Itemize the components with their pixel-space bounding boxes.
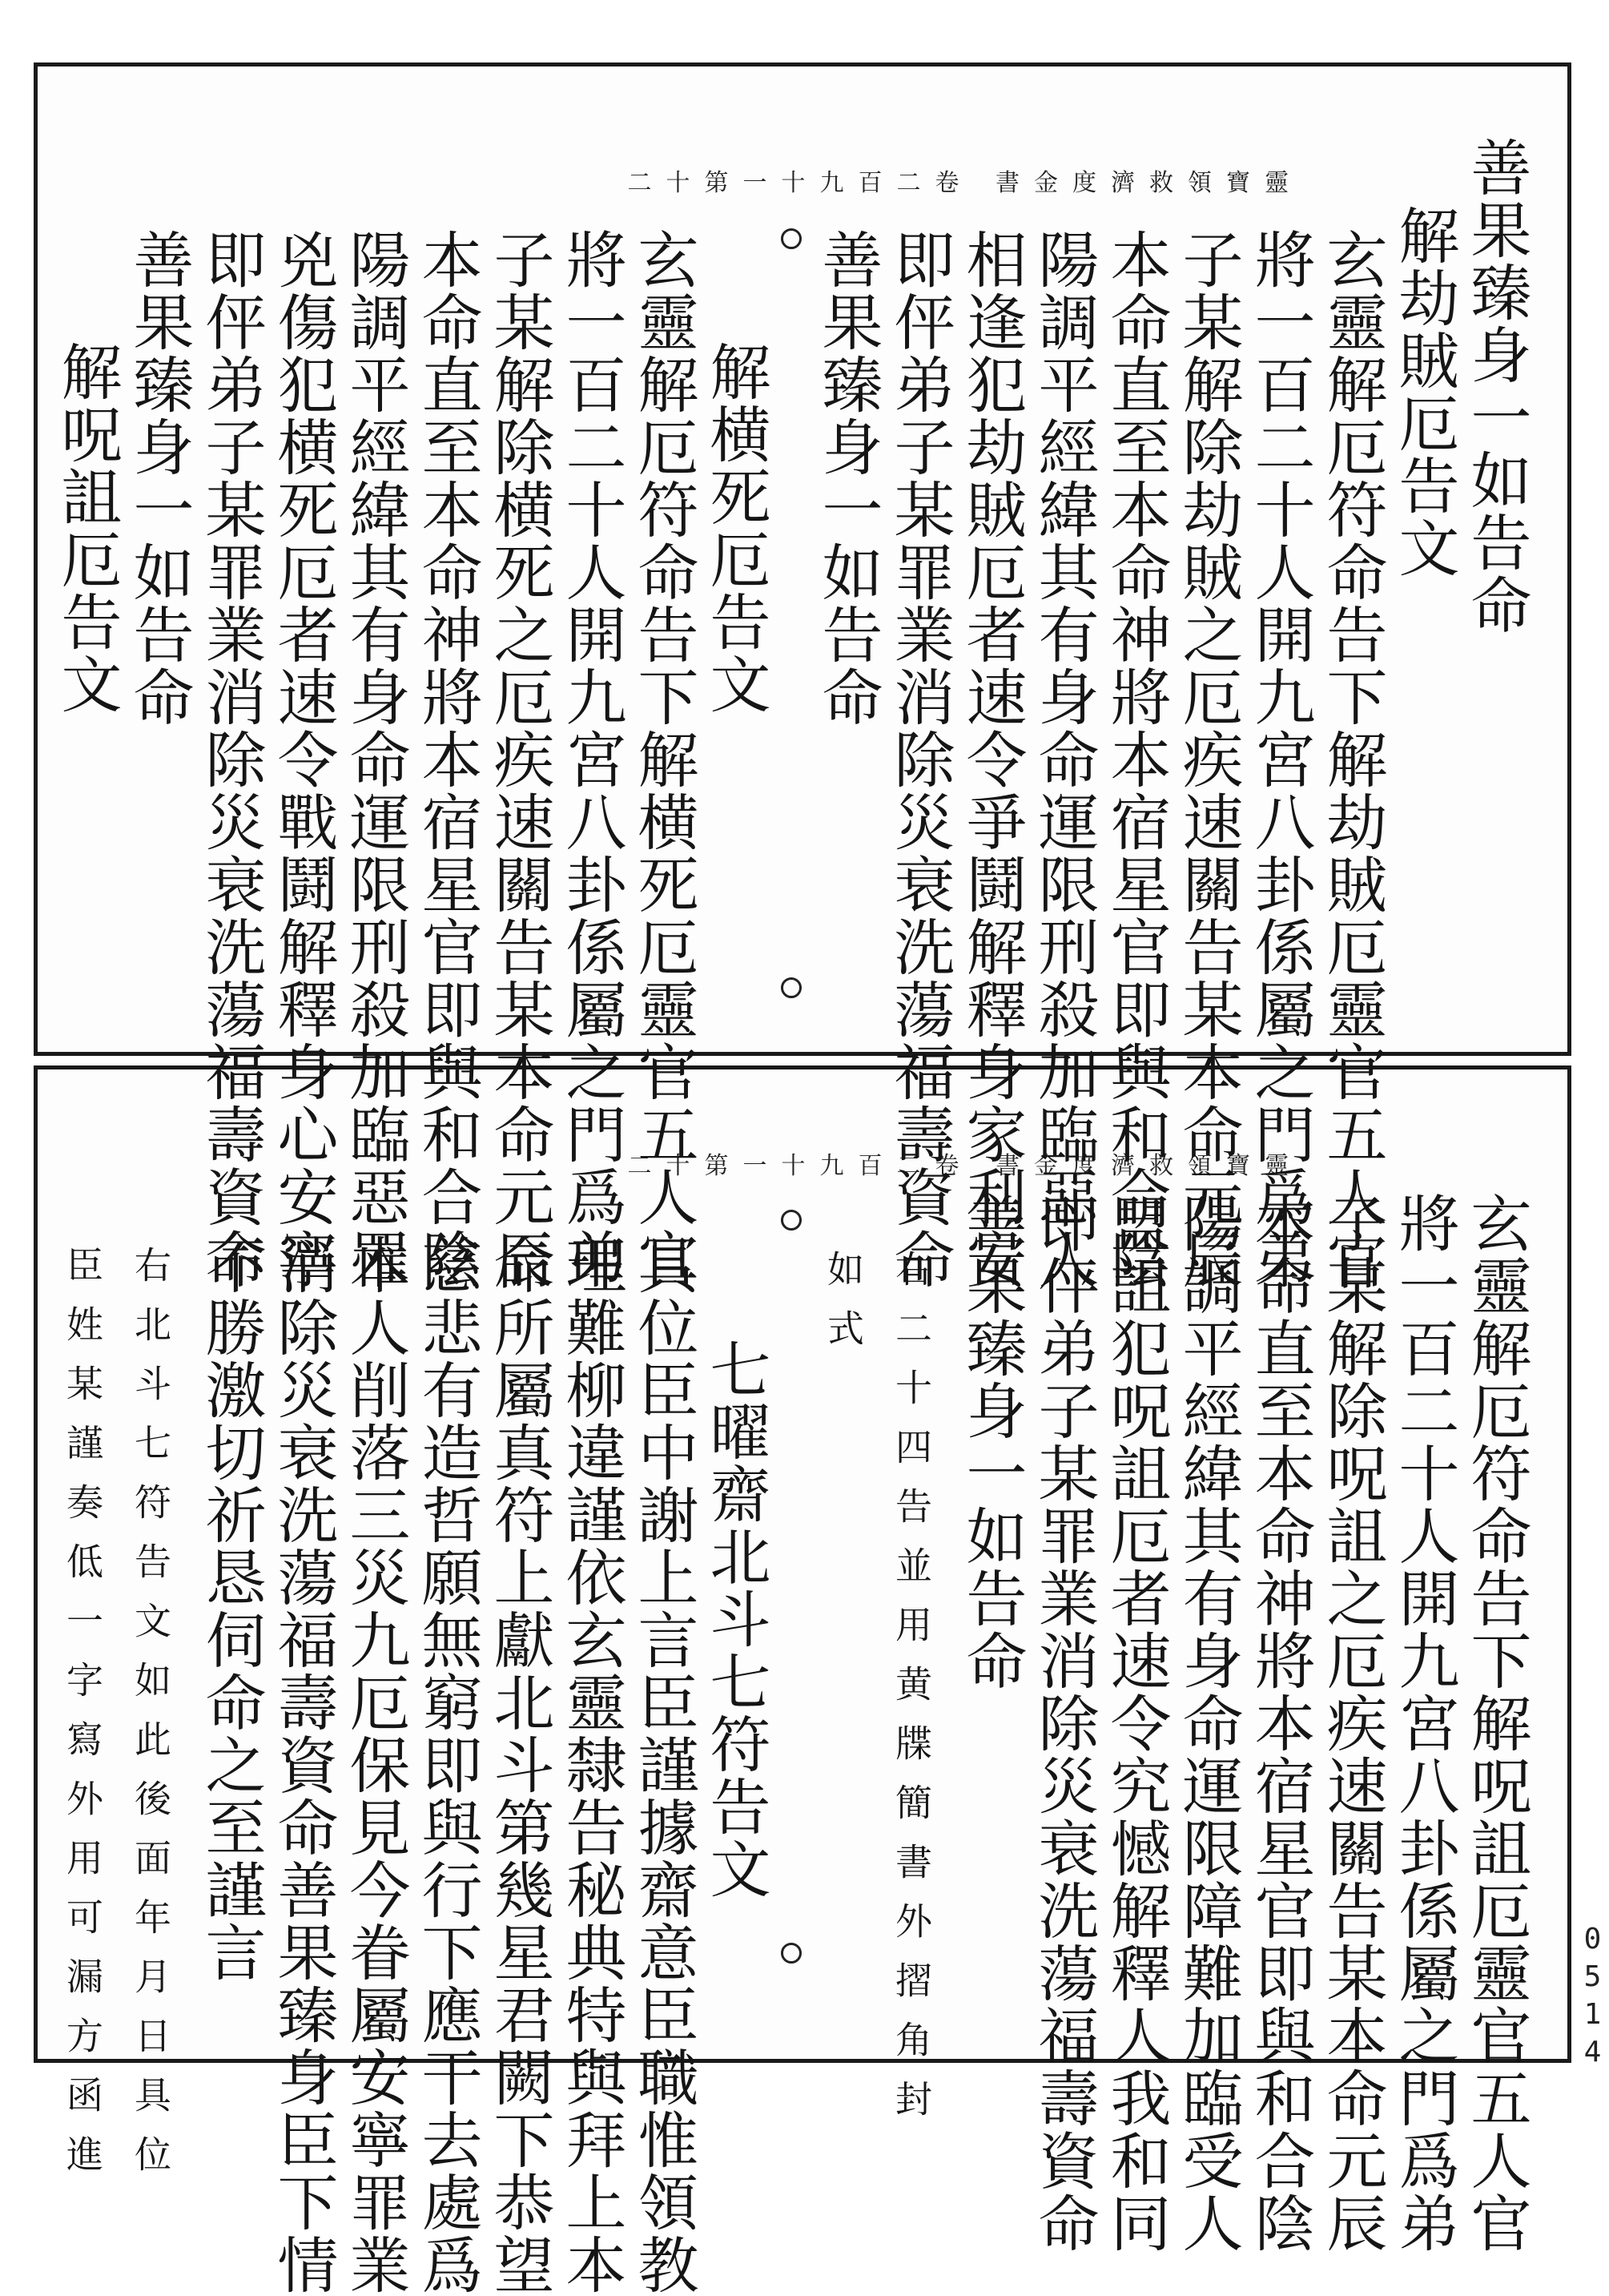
circle-mark-icon [781,1210,802,1231]
note-column: 臣姓某謹奏低一字寫外用可漏方函進 [61,1246,104,2194]
text-column: 兇傷犯横死厄者速令戰鬪解釋身心安寧 [267,228,339,1291]
text-column: 善果臻身一如告命 [123,228,195,728]
text-column: 本命直至本命神將本宿星官即與和合陰 [412,228,483,1291]
text-column: 本命直至本命神將本宿星官即與和合陰 [1100,228,1172,1291]
text-column-title: 解横死厄告文 [700,340,771,715]
text-column: 本命直至本命神將本宿星官即與和合陰 [1245,1192,1316,2254]
note-column: 如式 [822,1250,865,1368]
text-column: 理難柳違謹依玄靈隸告秘典特與拜上本 [556,1234,627,2296]
text-column: 將一百二十人開九宮八卦係屬之門爲弟 [1245,228,1316,1291]
text-column-title: 七曜齋北斗七符告文 [700,1338,771,1900]
text-column: 善果臻身一如告命 [812,228,883,728]
note-column: 右二十四告並用黄牒簡書外摺角封 [890,1250,933,2139]
text-column: 玄靈解厄符命告下解横死厄靈官五人官 [628,228,699,1291]
page-number: 0514 [1576,1923,1609,2073]
text-column: 善果臻身一如告命 [956,1192,1028,1692]
text-column: 消除災衰洗蕩福壽資命善果臻身臣下情 [267,1234,339,2296]
text-column: 善果臻身一如告命 [1461,136,1532,636]
text-column: 陽調平經緯其有身命運限刑殺加臨惡人 [1028,228,1100,1291]
text-column: 慈悲有造哲願無窮即與行下應干去處爲 [412,1234,483,2296]
text-column: 盟詛犯呪詛厄者速令究憾解釋人我和同 [1100,1192,1172,2254]
text-column: 子某解除横死之厄疾速關告某本命元辰 [484,228,555,1291]
text-column: 即伻弟子某罪業消除災衰洗蕩福壽資命 [195,228,267,1291]
text-column: 玄靈解厄符命告下解劫賊厄靈官五人官 [1317,228,1388,1291]
text-column: 子某解除呪詛之厄疾速關告某本命元辰 [1317,1192,1388,2254]
circle-mark-icon [781,977,802,998]
text-column-title: 解劫賊厄告文 [1389,204,1460,579]
text-column: 子某解除劫賊之厄疾速關告某本命元辰 [1173,228,1244,1291]
text-column: 陽調平經緯其有身命運限障難加臨受人 [1173,1192,1244,2254]
text-column: 命所屬真符上獻北斗第幾星君闕下恭望 [484,1234,555,2296]
text-column: 玄靈解厄符命告下解呪詛厄靈官五人官 [1461,1192,1532,2254]
running-header: 二十第一十九百二卷 書金度濟救領寶靈 [627,169,1303,197]
text-column: 陽調平經緯其有身命運限刑殺加臨惡罹 [340,228,411,1291]
running-header: 二十第一十九百二卷 書金度濟救領寶靈 [627,1152,1303,1180]
text-column: 將一百二十人開九宮八卦係屬之門爲弟 [556,228,627,1291]
text-column: 即伻弟子某罪業消除災衰洗蕩福壽資命 [884,228,955,1291]
text-column-title: 解呪詛厄告文 [51,340,123,715]
text-column: 相逢犯劫賊厄者速令爭鬪解釋身家利安 [956,228,1028,1291]
circle-mark-icon [781,228,802,249]
text-column: 具位臣中謝上言臣謹據齋意臣職惟領教 [628,1234,699,2296]
text-column: 將一百二十人開九宮八卦係屬之門爲弟 [1389,1192,1460,2254]
text-column: 即伻弟子某罪業消除災衰洗蕩福壽資命 [1028,1192,1100,2254]
text-column: 不勝激切祈恳伺命之至謹言 [195,1234,267,1984]
text-column: 本人削落三災九厄保見今眷屬安寧罪業 [340,1234,411,2296]
circle-mark-icon [781,1943,802,1964]
note-column: 右北斗七符告文如此後面年月日具位 [129,1246,172,2194]
